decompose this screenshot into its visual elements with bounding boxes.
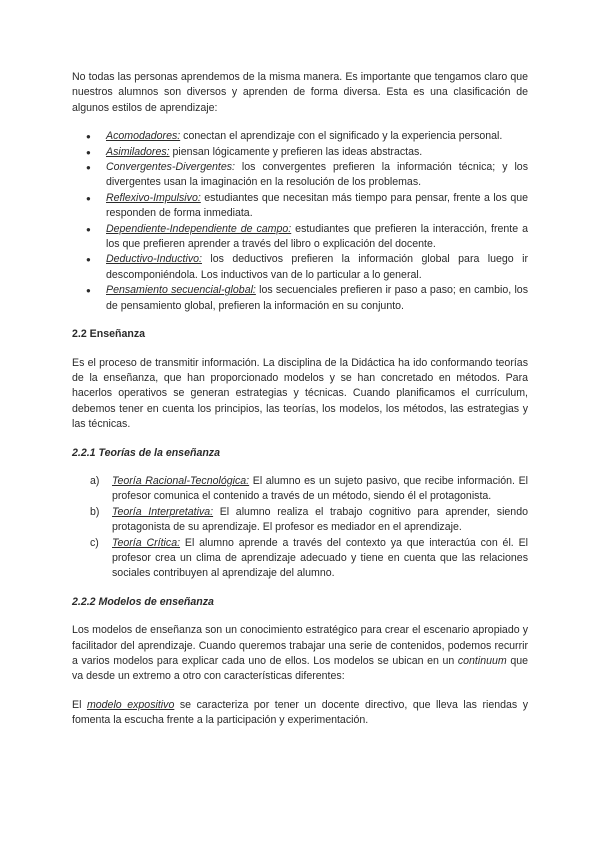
section-heading-2-2: 2.2 Enseñanza [72, 328, 146, 341]
style-description: los secuenciales prefieren ir paso a paso; en cambio, los de pensamiento global, prefieren la información en su conjunto. [106, 284, 528, 312]
style-description: estudiantes que necesitan más tiempo para pensar, frente a los que responden de forma inmediata. [106, 191, 528, 220]
theory-description: El alumno realiza el trabajo cognitivo para aprender, siendo protagonista de su aprendizaje. El profesor es mediador en el aprendizaje. [112, 505, 528, 534]
list-marker: c) [90, 536, 99, 549]
theory-description: El alumno es un sujeto pasivo, que recibe información. El profesor comunica el contenido a través de un método, siendo él el protagonista. [112, 474, 528, 503]
spacer [72, 116, 528, 129]
learning-styles-list [72, 129, 528, 314]
intro-paragraph: No todas las personas aprendemos de la misma manera. Es importante que tengamos claro que nuestros alumnos son diversos y aprenden de forma diversa. Esta es una clasificación de algunos estilos de aprendizaje: [72, 71, 528, 114]
list-marker: b) [90, 505, 100, 518]
section-heading-2-2-2: 2.2.2 Modelos de enseñanza [72, 595, 214, 608]
list-item [106, 252, 528, 283]
expository-text-end: se caracteriza por tener un docente directivo, que lleva las riendas y fomenta la escucha frente a la participación y experimentación. [72, 698, 529, 727]
style-description: estudiantes que prefieren la interacción, frente a los que prefieren aprender a través del libro o explicación del docente. [106, 222, 528, 251]
spacer [72, 314, 528, 327]
list-item [106, 129, 528, 144]
theory-term: Teoría Crítica: [112, 536, 181, 549]
expository-text-start: El [72, 698, 87, 711]
list-item [90, 474, 528, 505]
style-term: Acomodadores: [106, 130, 181, 143]
spacer [72, 343, 528, 356]
teaching-paragraph: Es el proceso de transmitir información. La disciplina de la Didáctica ha ido conformando teorías de la enseñanza, que han proporcionado modelos y se han concretado en métodos. Para hacerlos operativos se generan estrategias y técnicas. Cuando planificamos el currículum, debemos tener en cuenta los principios, las teorías, los modelos, los métodos, las estrategias y las técnicas. [72, 356, 528, 431]
list-item [90, 505, 528, 536]
list-item [106, 191, 528, 222]
theory-description: El alumno aprende a través del contexto ya que interactúa con él. El profesor crea un clima de aprendizaje adecuado y tiene en cuenta que las relaciones sociales contribuyen al aprendizaje del alumno. [112, 536, 529, 580]
style-description: conectan el aprendizaje con el significado y la experiencia personal. [180, 130, 503, 143]
models-text-start: Los modelos de enseñanza son un conocimiento estratégico para crear el escenario apropiado y facilitador del aprendizaje. Cuando queremos trabajar una serie de contenidos, podemos recurrir a varios modelos para explicar cada uno de ellos. Los modelos se ubican en un [72, 624, 528, 667]
theory-term: Teoría Interpretativa: [112, 505, 214, 518]
style-term: Asimiladores: [106, 145, 170, 158]
style-description: los convergentes prefieren la información técnica; y los divergentes usan la imaginación en la resolución de los problemas. [106, 161, 528, 189]
expository-model-term: modelo expositivo [86, 698, 175, 711]
list-marker: a) [90, 474, 100, 487]
style-term: Reflexivo-Impulsivo: [106, 191, 201, 204]
list-item [106, 283, 528, 314]
spacer [72, 461, 528, 474]
theory-term: Teoría Racional-Tecnológica: [112, 474, 250, 487]
section-heading-2-2-1: 2.2.1 Teorías de la enseñanza [72, 446, 220, 459]
continuum-term: continuum [457, 655, 507, 667]
spacer [72, 685, 528, 698]
list-item [106, 145, 528, 160]
spacer [72, 582, 528, 595]
list-item [106, 222, 528, 253]
style-term: Convergentes-Divergentes: [106, 161, 235, 174]
models-text-end: que va desde un extremo a otro con características diferentes: [72, 655, 528, 683]
expository-model-paragraph [72, 698, 528, 729]
style-term: Deductivo-Inductivo: [106, 253, 202, 266]
style-description: piensan lógicamente y prefieren las ideas abstractas. [169, 145, 423, 158]
spacer [72, 610, 528, 623]
list-item [90, 536, 529, 582]
teaching-theories-list [72, 474, 528, 582]
models-paragraph [72, 623, 528, 685]
style-term: Dependiente-Independiente de campo: [106, 222, 292, 235]
style-term: Pensamiento secuencial-global: [106, 284, 256, 297]
list-item [106, 160, 528, 191]
spacer [72, 433, 528, 446]
style-description: los deductivos prefieren la información global para luego ir descomponiéndola. Los inductivos van de lo particular a lo general. [106, 253, 528, 281]
